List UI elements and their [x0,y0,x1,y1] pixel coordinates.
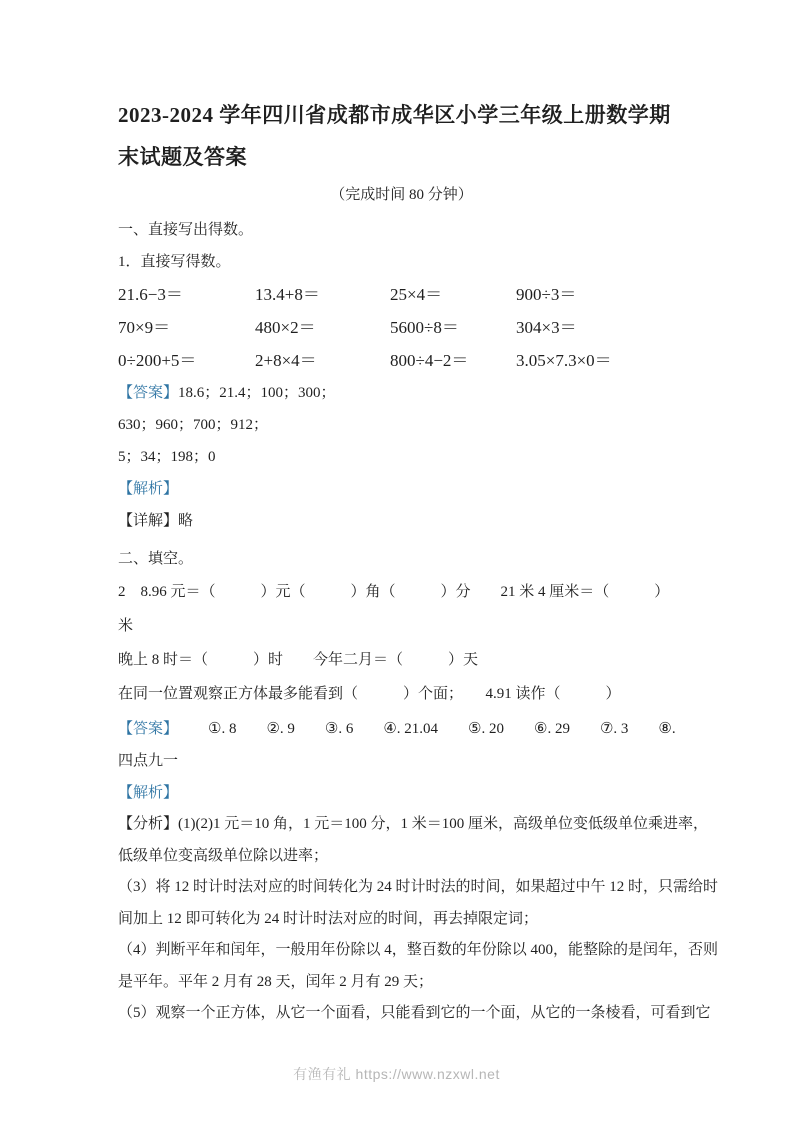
section1-answer-line3: 5；34；198；0 [118,449,216,465]
exam-duration-note: （完成时间 80 分钟） [330,187,473,203]
answer-values: 18.6；21.4；100；300； [178,385,336,401]
analysis-text-line: （4）判断平年和闰年，一般用年份除以 4，整百数的年份除以 400，能整除的是闰年，否则 [118,942,719,958]
math-expression: 21.6−3＝ [118,285,183,304]
analysis-label: 【解析】 [118,785,179,801]
page-title-line2: 末试题及答案 [118,145,247,169]
math-expression: 13.4+8＝ [255,285,320,304]
math-expression: 480×2＝ [255,318,316,337]
answer-label: 【答案】 [118,721,179,737]
fill-blank-line: 2 8.96 元＝（ ）元（ ）角（ ）分 21 米 4 厘米＝（ ） [118,584,670,600]
math-expression: 900÷3＝ [516,285,577,304]
analysis-text-line: 低级单位变高级单位除以进率； [118,847,329,864]
analysis-text-line: （3）将 12 时计时法对应的时间转化为 24 时计时法的时间，如果超过中午 12 时，只需给时 [118,879,719,895]
fill-blank-line: 米 [118,618,134,634]
answer-values: ①. 8 ②. 9 ③. 6 ④. 21.04 ⑤. 20 ⑥. 29 ⑦. 3 ⑧. [208,721,676,737]
section1-heading: 一、直接写出得数。 [118,222,254,238]
section1-analysis-label-line [118,473,685,505]
math-expression: 800÷4−2＝ [390,351,469,370]
analysis-text-line: 【分析】(1)(2)1 元＝10 角，1 元＝100 分，1 米＝100 厘米，高级单位变低级单位乘进率， [118,816,708,832]
section1-answer-line2: 630；960；700；912； [118,417,269,433]
section2-answer-line [118,713,685,745]
math-expression: 304×3＝ [516,318,577,337]
math-expression: 3.05×7.3×0＝ [516,351,612,370]
answer-label: 【答案】 [118,385,179,401]
section1-answer-line1 [118,377,685,409]
math-expression: 25×4＝ [390,285,443,304]
detail-label: 【详解】 [118,513,179,529]
analysis-label: 【解析】 [118,481,179,497]
fill-blank-line: 晚上 8 时＝（ ）时 今年二月＝（ ）天 [118,652,479,668]
page-title [118,94,685,178]
math-expression: 5600÷8＝ [390,318,459,337]
math-expression-grid [118,278,685,377]
section1-subheading: 1．直接写得数。 [118,254,231,270]
math-expression: 0÷200+5＝ [118,351,197,370]
fill-blank-line: 在同一位置观察正方体最多能看到（ ）个面； 4.91 读作（ ） [118,686,621,702]
analysis-text-line: 是平年。平年 2 月有 28 天，闰年 2 月有 29 天； [118,973,434,990]
section1-detail-line [118,505,685,537]
page-title-line1: 2023-2024 学年四川省成都市成华区小学三年级上册数学期 [118,103,671,127]
analysis-text-line: （5）观察一个正方体，从它一个面看，只能看到它的一个面，从它的一条棱看，可看到它 [118,1005,711,1021]
analysis-text-line: 间加上 12 即可转化为 24 时计时法对应的时间，再去掉限定词； [118,910,539,927]
section2-answer-continuation: 四点九一 [118,753,179,769]
section2-analysis-label-line [118,777,685,809]
math-expression: 70×9＝ [118,318,171,337]
section2-heading: 二、填空。 [118,551,194,567]
detail-text: 略 [178,513,194,529]
site-watermark: 有渔有礼 https://www.nzxwl.net [293,1066,500,1082]
math-expression: 2+8×4＝ [255,351,317,370]
